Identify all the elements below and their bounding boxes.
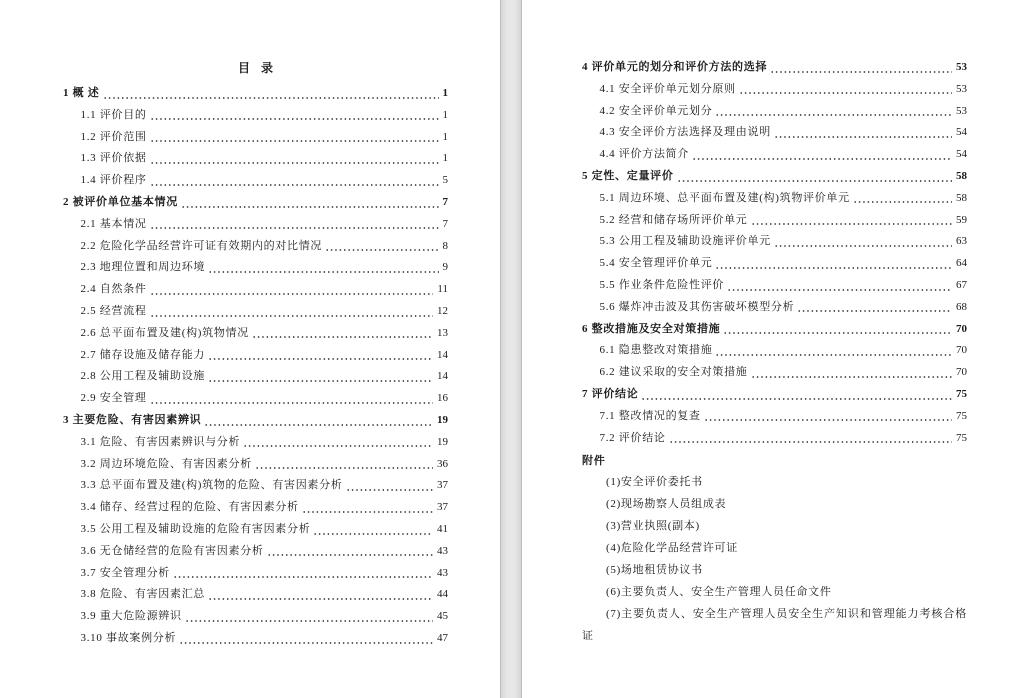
toc-section-entry bbox=[582, 188, 967, 210]
annex-item: (5)场地租赁协议书 bbox=[606, 564, 703, 576]
toc-section-entry bbox=[63, 301, 448, 323]
toc-page-number: 7 bbox=[442, 217, 448, 230]
toc-page-number: 44 bbox=[437, 588, 448, 601]
toc-page-number: 1 bbox=[442, 152, 448, 165]
toc-page-number: 75 bbox=[956, 409, 967, 422]
toc-page-number: 54 bbox=[956, 148, 967, 161]
toc-section-entry bbox=[63, 214, 448, 236]
annex-section bbox=[582, 451, 967, 647]
dot-leader bbox=[243, 432, 433, 454]
toc-page-number: 47 bbox=[437, 631, 448, 644]
toc-page-number: 19 bbox=[437, 435, 448, 448]
toc-entry-title: 3.4 储存、经营过程的危险、有害因素分析 bbox=[80, 501, 299, 514]
dot-leader bbox=[150, 127, 439, 149]
dot-leader bbox=[677, 166, 952, 188]
dot-leader bbox=[185, 606, 433, 628]
toc-page-number: 1 bbox=[442, 108, 448, 121]
toc-page-number: 1 bbox=[442, 130, 448, 143]
toc-heading: 目 录 bbox=[237, 61, 273, 75]
dot-leader bbox=[774, 231, 952, 253]
toc-page-number: 58 bbox=[956, 191, 967, 204]
toc-chapter-entry bbox=[63, 192, 448, 214]
dot-leader bbox=[173, 563, 433, 585]
toc-page-number: 37 bbox=[437, 501, 448, 514]
toc-chapter-entry bbox=[582, 384, 967, 406]
toc-entry-title: 5.6 爆炸冲击波及其伤害破坏模型分析 bbox=[599, 300, 795, 313]
toc-page-number: 63 bbox=[956, 235, 967, 248]
toc-page-number: 53 bbox=[956, 82, 967, 95]
toc-section-entry bbox=[63, 541, 448, 563]
toc-entry-title: 7.1 整改情况的复查 bbox=[599, 409, 701, 422]
toc-section-entry bbox=[63, 606, 448, 628]
dot-leader bbox=[641, 384, 952, 406]
toc-page-number: 36 bbox=[437, 457, 448, 470]
toc-section-entry bbox=[63, 497, 448, 519]
dot-leader bbox=[150, 279, 434, 301]
toc-entry-title: 3.1 危险、有害因素辨识与分析 bbox=[80, 435, 241, 448]
dot-leader bbox=[669, 428, 952, 450]
dot-leader bbox=[715, 253, 952, 275]
toc-entry-title: 4.4 评价方法简介 bbox=[599, 148, 689, 161]
toc-section-entry bbox=[63, 236, 448, 258]
dot-leader bbox=[715, 101, 952, 123]
toc-entry-title: 3.6 无仓储经营的危险有害因素分析 bbox=[80, 544, 264, 557]
toc-entry-title: 3.3 总平面布置及建(构)筑物的危险、有害因素分析 bbox=[80, 479, 343, 492]
dot-leader bbox=[181, 192, 439, 214]
dot-leader bbox=[208, 366, 433, 388]
toc-page-number: 70 bbox=[956, 366, 967, 379]
dot-leader bbox=[252, 323, 433, 345]
dot-leader bbox=[313, 519, 433, 541]
toc-page-number: 75 bbox=[956, 387, 967, 400]
dot-leader bbox=[150, 105, 439, 127]
dot-leader bbox=[150, 170, 439, 192]
toc-page-number: 13 bbox=[437, 326, 448, 339]
toc-page-number: 53 bbox=[956, 61, 967, 73]
toc-entry-title: 1.4 评价程序 bbox=[80, 174, 147, 187]
toc-entry-title: 6 整改措施及安全对策措施 bbox=[582, 322, 721, 335]
toc-section-entry bbox=[582, 406, 967, 428]
toc-entry-title: 7.2 评价结论 bbox=[599, 431, 666, 444]
toc-entry-title: 5.2 经营和储存场所评价单元 bbox=[599, 213, 748, 226]
toc-entry-title: 1 概 述 bbox=[63, 87, 100, 99]
toc-page-number: 14 bbox=[437, 370, 448, 383]
toc-entry-title: 5.3 公用工程及辅助设施评价单元 bbox=[599, 235, 771, 248]
toc-page-number: 64 bbox=[956, 257, 967, 270]
dot-leader bbox=[739, 79, 952, 101]
toc-page-number: 14 bbox=[437, 348, 448, 361]
dot-leader bbox=[208, 584, 433, 606]
toc-section-entry bbox=[582, 340, 967, 362]
toc-entry-title: 3.8 危险、有害因素汇总 bbox=[80, 588, 206, 601]
annex-item: (3)营业执照(副本) bbox=[606, 520, 700, 532]
toc-section-entry bbox=[63, 345, 448, 367]
toc-page-number: 67 bbox=[956, 278, 967, 291]
document-page-right bbox=[521, 0, 1023, 698]
toc-entry-title: 2.8 公用工程及辅助设施 bbox=[80, 370, 206, 383]
toc-section-entry bbox=[582, 79, 967, 101]
toc-page-number: 16 bbox=[437, 392, 448, 405]
dot-leader bbox=[302, 497, 433, 519]
toc-page-number: 12 bbox=[437, 304, 448, 317]
dot-leader bbox=[150, 214, 439, 236]
toc-section-entry bbox=[63, 388, 448, 410]
toc-entry-title: 1.2 评价范围 bbox=[80, 130, 147, 143]
toc-page-number: 70 bbox=[956, 344, 967, 357]
toc-entry-title: 3.10 事故案例分析 bbox=[80, 631, 177, 644]
toc-list-left bbox=[63, 83, 448, 650]
dot-leader bbox=[150, 301, 433, 323]
toc-chapter-entry bbox=[63, 83, 448, 105]
toc-section-entry bbox=[63, 475, 448, 497]
toc-page-number: 8 bbox=[442, 239, 448, 252]
toc-section-entry bbox=[63, 519, 448, 541]
annex-item: (7)主要负责人、安全生产管理人员安全生产知识和管理能力考核合格证 bbox=[582, 608, 967, 642]
toc-page-number: 7 bbox=[442, 195, 448, 208]
toc-entry-title: 5.1 周边环境、总平面布置及建(构)筑物评价单元 bbox=[599, 191, 850, 204]
toc-entry-title: 3 主要危险、有害因素辨识 bbox=[63, 413, 202, 426]
toc-section-entry bbox=[582, 144, 967, 166]
annex-item: (6)主要负责人、安全生产管理人员任命文件 bbox=[606, 586, 832, 598]
toc-page-number: 43 bbox=[437, 566, 448, 579]
dot-leader bbox=[853, 188, 952, 210]
dot-leader bbox=[797, 297, 952, 319]
toc-section-entry bbox=[582, 275, 967, 297]
toc-section-entry bbox=[582, 231, 967, 253]
toc-page-number: 53 bbox=[956, 104, 967, 117]
dot-leader bbox=[692, 144, 952, 166]
toc-section-entry bbox=[63, 279, 448, 301]
toc-section-entry bbox=[63, 127, 448, 149]
toc-page-number: 58 bbox=[956, 169, 967, 182]
page-gutter bbox=[501, 0, 521, 698]
dot-leader bbox=[103, 83, 439, 105]
document-page-left bbox=[0, 0, 501, 698]
toc-page-number: 68 bbox=[956, 300, 967, 313]
dot-leader bbox=[208, 345, 433, 367]
dot-leader bbox=[727, 275, 952, 297]
dot-leader bbox=[751, 362, 953, 384]
toc-section-entry bbox=[63, 454, 448, 476]
toc-page-number: 54 bbox=[956, 126, 967, 139]
toc-entry-title: 5.4 安全管理评价单元 bbox=[599, 257, 713, 270]
toc-entry-title: 4.1 安全评价单元划分原则 bbox=[599, 82, 736, 95]
toc-page-number: 1 bbox=[442, 87, 448, 99]
toc-entry-title: 2.7 储存设施及储存能力 bbox=[80, 348, 206, 361]
toc-page-number: 5 bbox=[442, 174, 448, 187]
toc-entry-title: 5.5 作业条件危险性评价 bbox=[599, 278, 725, 291]
toc-entry-title: 2.4 自然条件 bbox=[80, 283, 147, 296]
toc-entry-title: 3.9 重大危险源辨识 bbox=[80, 610, 182, 623]
dot-leader bbox=[751, 210, 953, 232]
dot-leader bbox=[255, 454, 433, 476]
toc-section-entry bbox=[582, 253, 967, 275]
toc-list-right bbox=[582, 57, 967, 449]
toc-section-entry bbox=[582, 362, 967, 384]
toc-entry-title: 7 评价结论 bbox=[582, 387, 639, 400]
toc-page-number: 11 bbox=[437, 283, 448, 296]
dot-leader bbox=[208, 257, 438, 279]
toc-entry-title: 4 评价单元的划分和评价方法的选择 bbox=[582, 61, 768, 73]
dot-leader bbox=[150, 148, 439, 170]
toc-entry-title: 3.5 公用工程及辅助设施的危险有害因素分析 bbox=[80, 522, 311, 535]
toc-section-entry bbox=[63, 584, 448, 606]
toc-entry-title: 2.3 地理位置和周边环境 bbox=[80, 261, 206, 274]
toc-section-entry bbox=[582, 101, 967, 123]
toc-section-entry bbox=[582, 297, 967, 319]
toc-entry-title: 2.5 经营流程 bbox=[80, 304, 147, 317]
toc-section-entry bbox=[63, 563, 448, 585]
toc-section-entry bbox=[582, 428, 967, 450]
toc-entry-title: 2.6 总平面布置及建(构)筑物情况 bbox=[80, 326, 249, 339]
toc-entry-title: 3.7 安全管理分析 bbox=[80, 566, 170, 579]
toc-entry-title: 1.3 评价依据 bbox=[80, 152, 147, 165]
dot-leader bbox=[770, 57, 952, 79]
annex-item: (2)现场勘察人员组成表 bbox=[606, 498, 727, 510]
toc-entry-title: 4.3 安全评价方法选择及理由说明 bbox=[599, 126, 771, 139]
dot-leader bbox=[723, 319, 952, 341]
dot-leader bbox=[204, 410, 433, 432]
toc-chapter-entry bbox=[582, 166, 967, 188]
dot-leader bbox=[715, 340, 952, 362]
toc-entry-title: 6.2 建议采取的安全对策措施 bbox=[599, 366, 748, 379]
dot-leader bbox=[346, 475, 433, 497]
annex-list bbox=[582, 471, 967, 647]
toc-chapter-entry bbox=[63, 410, 448, 432]
toc-page-number: 41 bbox=[437, 522, 448, 535]
toc-entry-title: 5 定性、定量评价 bbox=[582, 169, 674, 182]
dot-leader bbox=[704, 406, 952, 428]
toc-entry-title: 1.1 评价目的 bbox=[80, 108, 147, 121]
toc-section-entry bbox=[63, 628, 448, 650]
toc-entry-title: 4.2 安全评价单元划分 bbox=[599, 104, 713, 117]
dot-leader bbox=[325, 236, 438, 258]
toc-page-number: 37 bbox=[437, 479, 448, 492]
toc-page-number: 45 bbox=[437, 610, 448, 623]
dot-leader bbox=[150, 388, 433, 410]
toc-section-entry bbox=[63, 170, 448, 192]
toc-section-entry bbox=[63, 257, 448, 279]
dot-leader bbox=[179, 628, 433, 650]
toc-section-entry bbox=[63, 148, 448, 170]
toc-entry-title: 3.2 周边环境危险、有害因素分析 bbox=[80, 457, 252, 470]
annex-item: (1)安全评价委托书 bbox=[606, 476, 703, 488]
toc-section-entry bbox=[582, 210, 967, 232]
toc-section-entry bbox=[63, 105, 448, 127]
toc-section-entry bbox=[63, 432, 448, 454]
toc-page-number: 19 bbox=[437, 413, 448, 426]
toc-entry-title: 2.2 危险化学品经营许可证有效期内的对比情况 bbox=[80, 239, 323, 252]
toc-chapter-entry bbox=[582, 319, 967, 341]
dot-leader bbox=[774, 122, 952, 144]
toc-section-entry bbox=[582, 122, 967, 144]
toc-page-number: 43 bbox=[437, 544, 448, 557]
annex-heading: 附件 bbox=[582, 455, 606, 467]
toc-chapter-entry bbox=[582, 57, 967, 79]
toc-entry-title: 2 被评价单位基本情况 bbox=[63, 195, 178, 208]
toc-page-number: 59 bbox=[956, 213, 967, 226]
toc-entry-title: 2.9 安全管理 bbox=[80, 392, 147, 405]
toc-entry-title: 6.1 隐患整改对策措施 bbox=[599, 344, 713, 357]
dot-leader bbox=[267, 541, 433, 563]
toc-section-entry bbox=[63, 323, 448, 345]
toc-section-entry bbox=[63, 366, 448, 388]
toc-page-number: 70 bbox=[956, 322, 967, 335]
toc-entry-title: 2.1 基本情况 bbox=[80, 217, 147, 230]
annex-item: (4)危险化学品经营许可证 bbox=[606, 542, 738, 554]
toc-page-number: 9 bbox=[442, 261, 448, 274]
toc-page-number: 75 bbox=[956, 431, 967, 444]
